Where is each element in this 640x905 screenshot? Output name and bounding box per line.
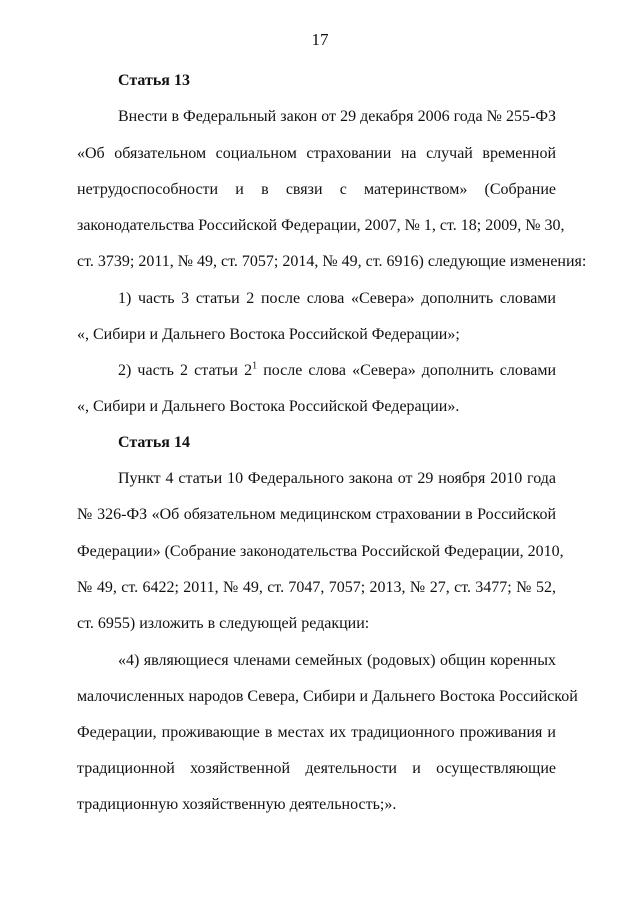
article-13-item-1-line: 1) часть 3 статьи 2 после слова «Севера» дополнить словами (118, 290, 556, 307)
superscript: 1 (252, 360, 258, 372)
article-14-quote-line: малочисленных народов Севера, Сибири и Дальнего Востока Российской (77, 688, 578, 705)
article-13-item-2-line (118, 362, 556, 380)
item-2-text-after: после слова «Севера» дополнить словами (257, 362, 557, 379)
article-13-item-1-line: «, Сибири и Дальнего Востока Российской Федерации»; (77, 326, 460, 343)
article-13-text-line: ст. 3739; 2011, № 49, ст. 7057; 2014, № 49, ст. 6916) следующие изменения: (77, 253, 587, 270)
article-14-text-line: Пункт 4 статьи 10 Федерального закона от 29 ноября 2010 года (118, 470, 556, 487)
article-14-text-line: ст. 6955) изложить в следующей редакции: (77, 615, 370, 632)
article-13-text-line: Внести в Федеральный закон от 29 декабря 2006 года № 255-ФЗ (118, 108, 556, 125)
page-number: 17 (311, 30, 329, 49)
item-2-text-before: 2) часть 2 статьи 2 (118, 362, 253, 379)
article-14-heading: Статья 14 (118, 434, 190, 451)
article-14-text-line: № 326-ФЗ «Об обязательном медицинском страховании в Российской (77, 506, 556, 523)
article-14-quote-line: Федерации, проживающие в местах их традиционного проживания и (77, 724, 556, 741)
article-13-text-line: законодательства Российской Федерации, 2007, № 1, ст. 18; 2009, № 30, (77, 217, 565, 234)
article-13-item-2-line: «, Сибири и Дальнего Востока Российской Федерации». (77, 398, 460, 415)
article-13-text-line: нетрудоспособности и в связи с материнством» (Собрание (77, 181, 556, 198)
article-14-text-line: Федерации» (Собрание законодательства Российской Федерации, 2010, (77, 543, 564, 560)
article-13-heading: Статья 13 (118, 72, 190, 89)
article-14-quote-line: традиционную хозяйственную деятельность;». (77, 796, 397, 813)
article-14-quote-line: «4) являющиеся членами семейных (родовых) общин коренных (118, 652, 556, 669)
article-13-text-line: «Об обязательном социальном страховании на случай временной (77, 145, 556, 162)
article-14-quote-line: традиционной хозяйственной деятельности и осуществляющие (77, 760, 556, 777)
article-14-text-line: № 49, ст. 6422; 2011, № 49, ст. 7047, 7057; 2013, № 27, ст. 3477; № 52, (77, 579, 556, 596)
